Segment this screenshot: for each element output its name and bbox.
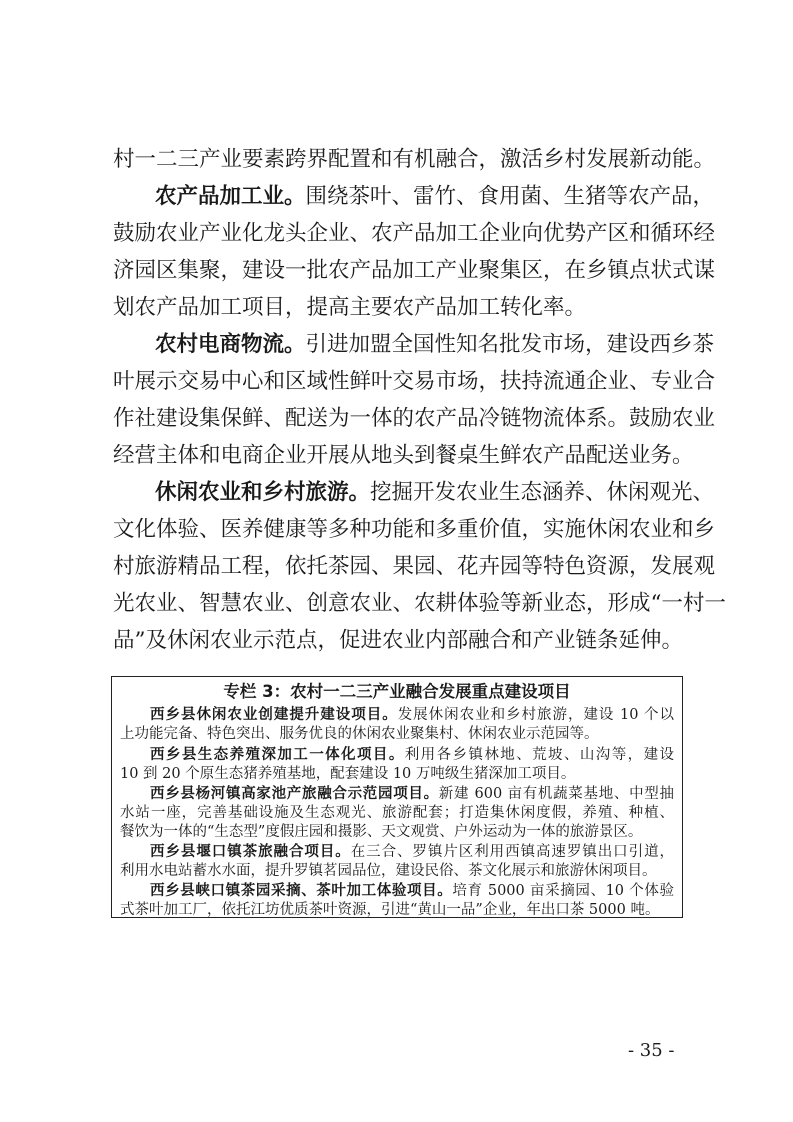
- paragraph-line: 休闲农业和乡村旅游。挖掘开发农业生态涵养、休闲观光、: [155, 480, 715, 505]
- box-line: 餐饮为一体的“生态型”度假庄园和摄影、天文观赏、户外运动为一体的旅游景区。: [120, 824, 643, 840]
- project-name: 西乡县生态养殖深加工一体化项目。: [150, 746, 405, 763]
- box-title: 专栏 3：农村一二三产业融合发展重点建设项目: [223, 682, 571, 701]
- box-line: 西乡县峡口镇茶园采摘、茶叶加工体验项目。培育 5000 亩采摘园、10 个体验: [150, 882, 674, 899]
- page-number: - 35 -: [628, 1040, 675, 1061]
- paragraph-line: 村一二三产业要素跨界配置和有机融合，激活乡村发展新动能。: [113, 147, 716, 172]
- paragraph-line: 鼓励农业产业化龙头企业、农产品加工企业向优势产区和循环经: [113, 221, 716, 246]
- project-name: 西乡县峡口镇茶园采摘、茶叶加工体验项目。: [150, 882, 453, 899]
- box-line: 西乡县堰口镇茶旅融合项目。在三合、罗镇片区利用西镇高速罗镇出口引道，: [150, 843, 675, 860]
- box-line: 西乡县杨河镇高家池产旅融合示范园项目。新建 600 亩有机蔬菜基地、中型抽: [150, 785, 674, 802]
- paragraph-line: 划农产品加工项目，提高主要农产品加工转化率。: [113, 295, 587, 320]
- paragraph-line: 村旅游精品工程，依托茶园、果园、花卉园等特色资源，发展观: [113, 554, 716, 579]
- paragraph-line: 农村电商物流。引进加盟全国性知名批发市场，建设西乡茶: [155, 332, 715, 357]
- project-box: [111, 676, 683, 918]
- box-line: 西乡县休闲农业创建提升建设项目。发展休闲农业和乡村旅游，建设 10 个以: [150, 706, 675, 723]
- project-name: 西乡县堰口镇茶旅融合项目。: [150, 843, 351, 860]
- section-lead: 农产品加工业。: [155, 184, 306, 209]
- paragraph-line: 济园区集聚，建设一批农产品加工产业聚集区，在乡镇点状式谋: [113, 258, 716, 283]
- box-line: 水站一座，完善基础设施及生态观光、旅游配套；打造集休闲度假，养殖、种植、: [120, 805, 674, 821]
- paragraph-line: 作社建设集保鲜、配送为一体的农产品冷链物流体系。鼓励农业: [113, 406, 716, 431]
- box-line: 利用水电站蓄水水面，提升罗镇茗园品位，建设民俗、茶文化展示和旅游休闲项目。: [120, 863, 657, 879]
- section-lead: 农村电商物流。: [155, 332, 306, 357]
- paragraph-line: 光农业、智慧农业、创意农业、农耕体验等新业态，形成“一村一: [113, 591, 726, 616]
- section-lead: 休闲农业和乡村旅游。: [155, 480, 371, 505]
- box-line: 上功能完备、特色突出、服务优良的休闲农业聚集村、休闲农业示范园等。: [120, 726, 599, 742]
- paragraph-line: 农产品加工业。围绕茶叶、雷竹、食用菌、生猪等农产品，: [155, 184, 715, 209]
- paragraph-line: 叶展示交易中心和区域性鲜叶交易市场，扶持流通企业、专业合: [113, 369, 716, 394]
- box-line: 10 到 20 个原生态猪养殖基地，配套建设 10 万吨级生猪深加工项目。: [120, 766, 576, 782]
- paragraph-line: 文化体验、医养健康等多种功能和多重价值，实施休闲农业和乡: [113, 517, 716, 542]
- paragraph-line: 经营主体和电商企业开展从地头到餐桌生鲜农产品配送业务。: [113, 443, 694, 468]
- paragraph-line: 品”及休闲农业示范点，促进农业内部融合和产业链条延伸。: [113, 628, 683, 653]
- box-line: 西乡县生态养殖深加工一体化项目。利用各乡镇林地、荒坡、山沟等，建设: [150, 746, 674, 763]
- project-name: 西乡县杨河镇高家池产旅融合示范园项目。: [150, 785, 439, 802]
- box-line: 式茶叶加工厂，依托江坊优质茶叶资源，引进“黄山一品”企业，年出口茶 5000 吨。: [120, 902, 660, 918]
- project-name: 西乡县休闲农业创建提升建设项目。: [150, 706, 398, 723]
